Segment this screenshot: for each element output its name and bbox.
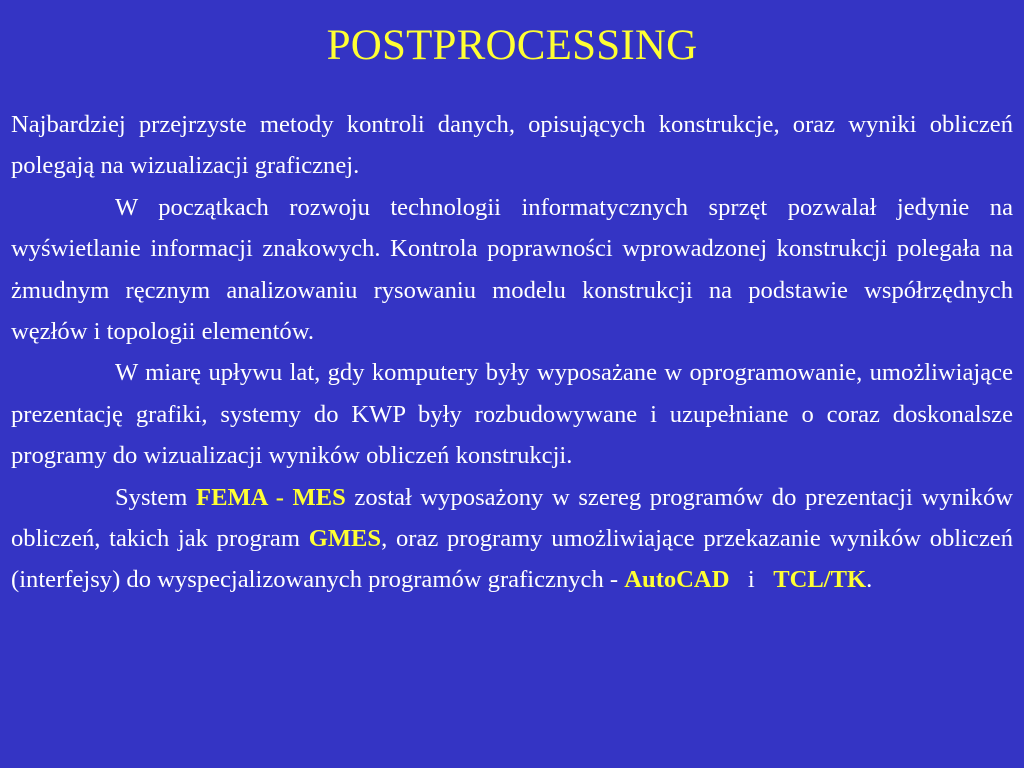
text-segment: System	[115, 483, 197, 511]
text-segment: , oraz programy umożliwiające przekazanie wyników obliczeń (interfejsy) do wyspecjalizowanych programów graficznych -	[11, 525, 1014, 594]
text-segment: i	[729, 566, 774, 594]
text-segment: .	[866, 566, 873, 594]
highlight-autocad: AutoCAD	[624, 566, 730, 594]
paragraph-fema-mes	[11, 477, 1013, 601]
slide-body	[11, 104, 1013, 601]
paragraph-history: W początkach rozwoju technologii informatycznych sprzęt pozwalał jedynie na wyświetlanie informacji znakowych. Kontrola poprawności wprowadzonej konstrukcji polegała na żmudnym ręcznym analizowaniu rysowaniu modelu konstrukcji na podstawie współrzędnych węzłów i topologii elementów.	[11, 193, 1013, 346]
paragraph-intro: Najbardziej przejrzyste metody kontroli danych, opisujących konstrukcje, oraz wyniki obliczeń polegają na wizualizacji graficznej.	[11, 111, 1013, 180]
paragraph-graphics: W miarę upływu lat, gdy komputery były wyposażane w oprogramowanie, umożliwiające prezentację grafiki, systemy do KWP były rozbudowywane i uzupełniane o coraz doskonalsze programy do wizualizacji wyników obliczeń konstrukcji.	[11, 359, 1013, 470]
highlight-tcl-tk: TCL/TK	[773, 566, 867, 594]
highlight-fema-mes: FEMA - MES	[196, 483, 346, 511]
slide-title: POSTPROCESSING	[326, 22, 698, 69]
text-segment: został wyposażony w szereg programów do prezentacji wyników obliczeń, takich jak program	[11, 483, 1013, 553]
highlight-gmes: GMES	[308, 525, 382, 553]
